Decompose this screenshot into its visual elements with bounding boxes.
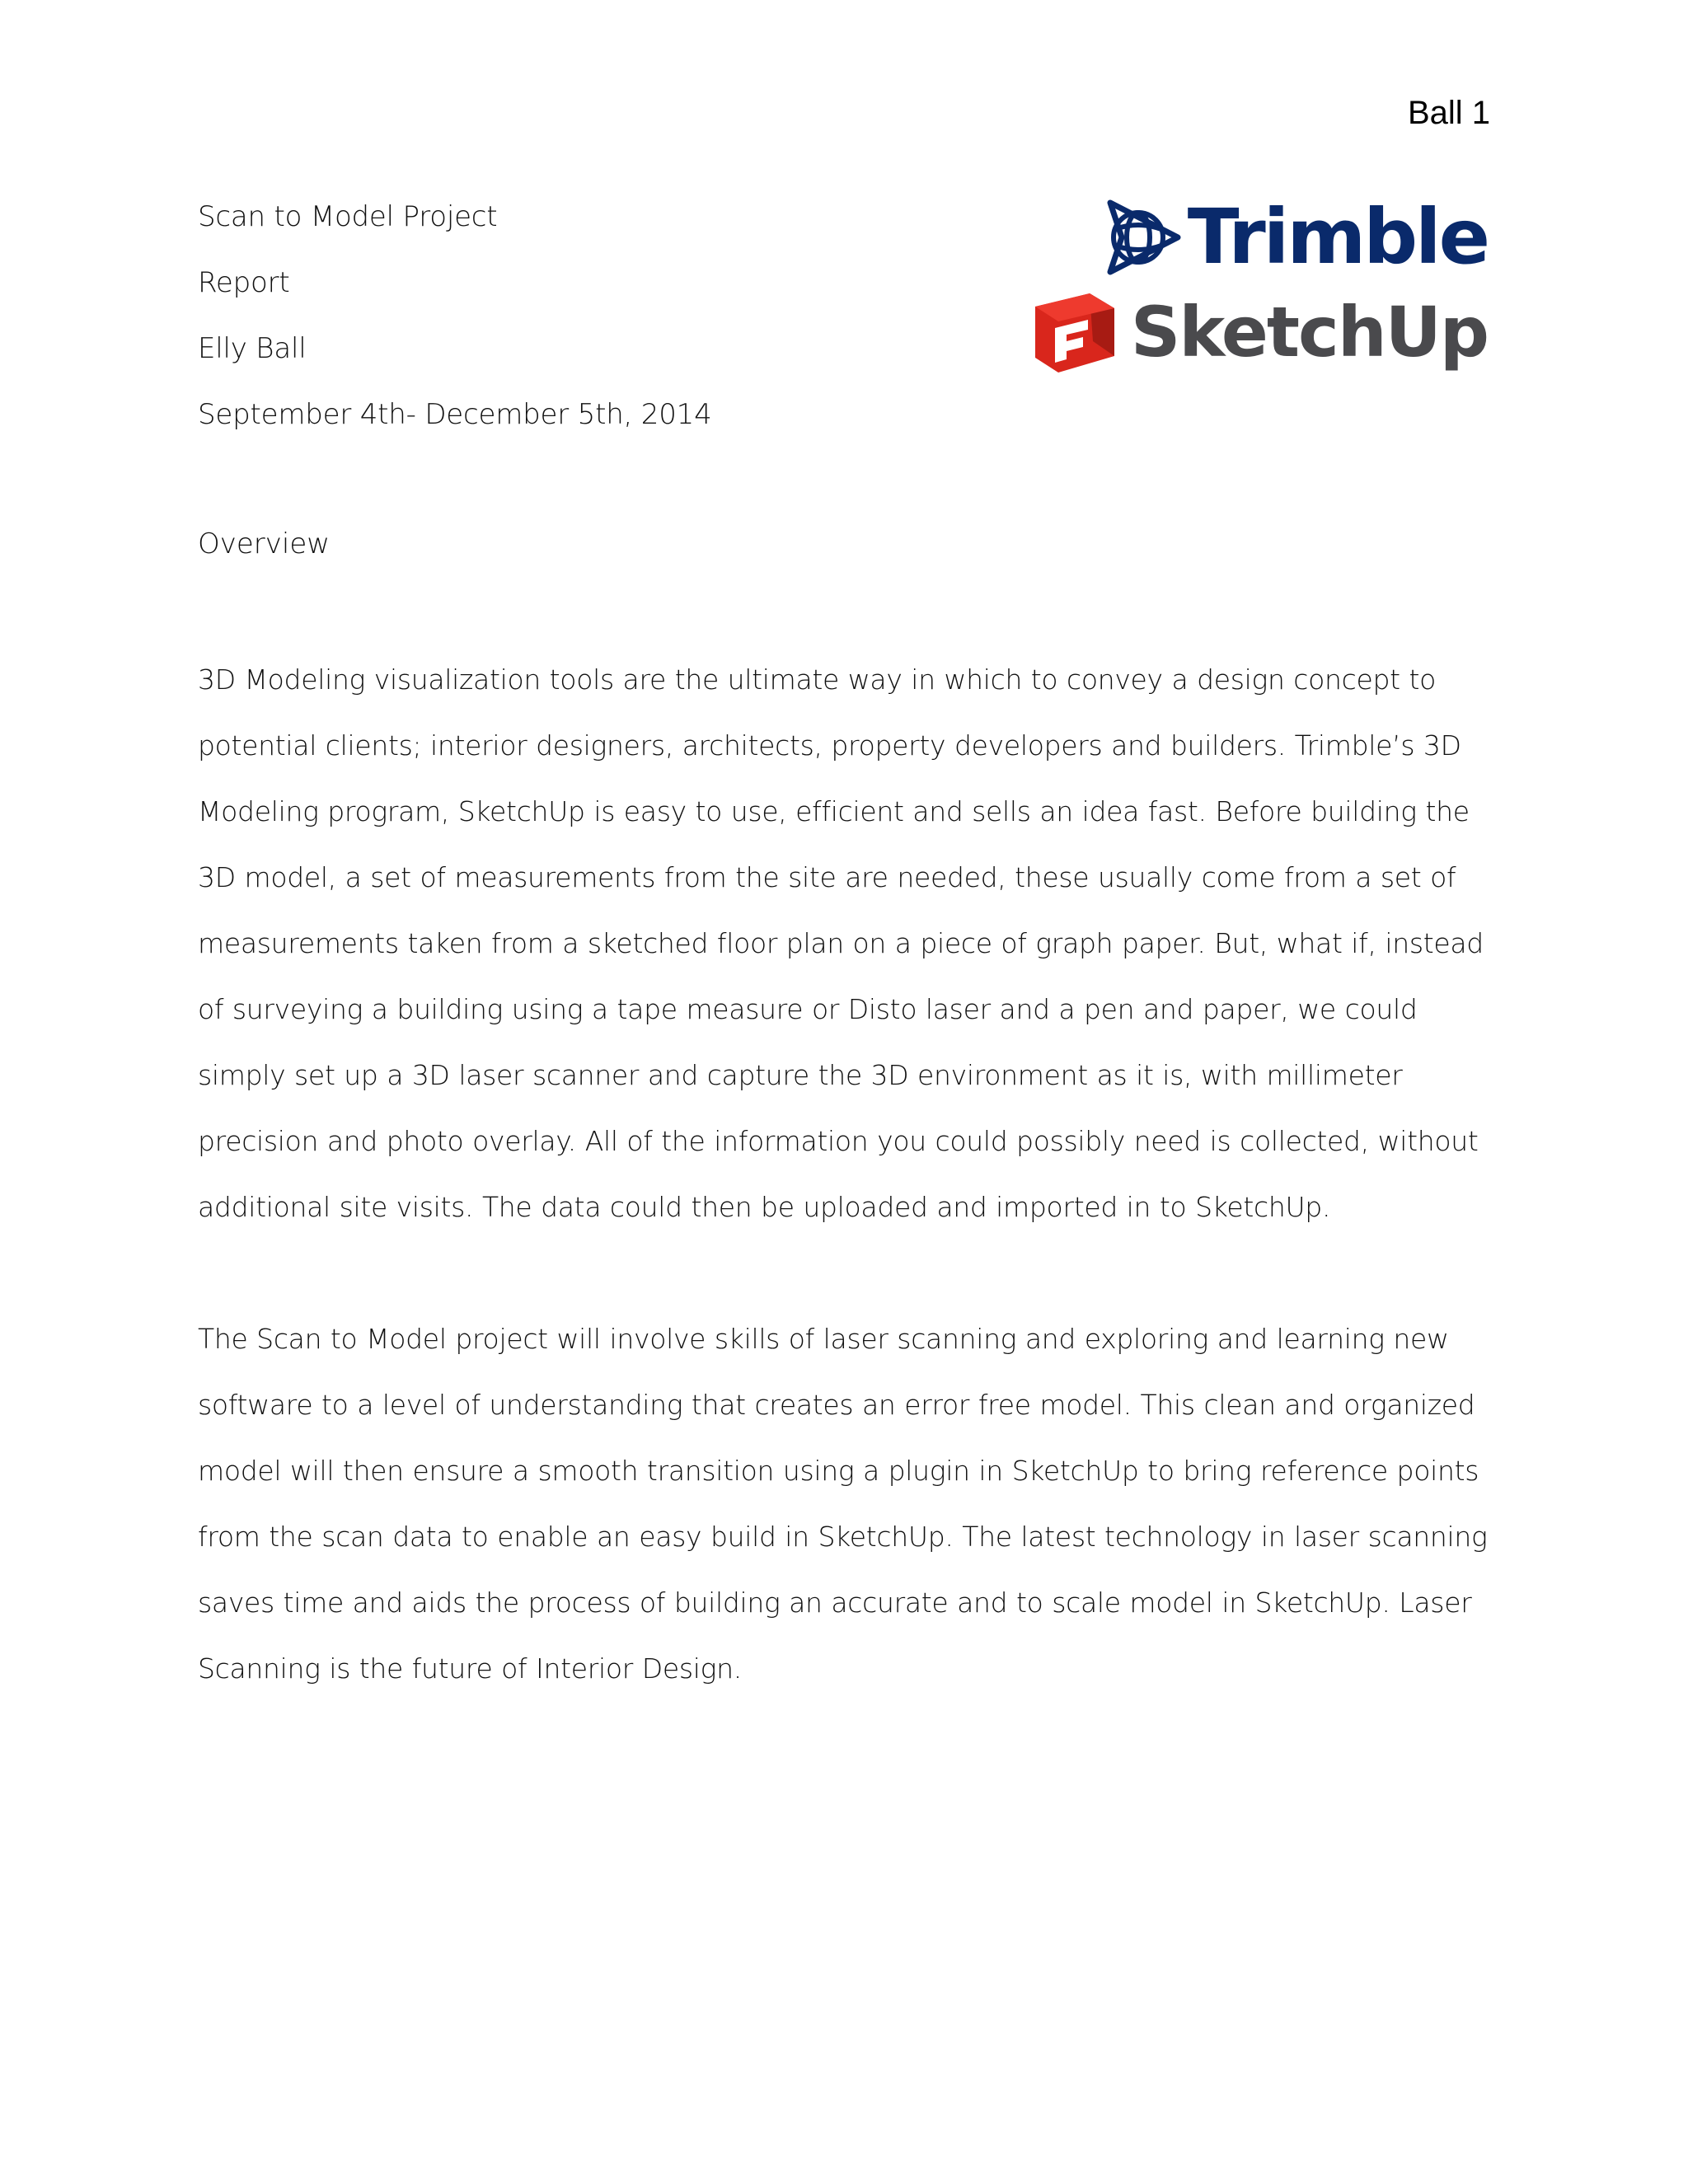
document-header xyxy=(198,198,940,462)
trimble-wordmark: Trimble xyxy=(1187,193,1488,281)
page-number: Ball 1 xyxy=(1407,95,1490,131)
project-title: Scan to Model Project xyxy=(198,200,498,233)
overview-paragraph-1: 3D Modeling visualization tools are the ultimate way in which to convey a design concept to potential clients; interior designers, architects, property developers and builders. Trimble’s 3D Modeling program, SketchUp is easy to use, efficient and sells an idea fast. Before building the 3D model, a set of measurements from the site are needed, these usually come from a set of measurements taken from a sketched floor plan on a piece of graph paper. But, what if, instead of surveying a building using a tape measure or Disto laser and a pen and paper, we could simply set up a 3D laser scanner and capture the 3D environment as it is, with millimeter precision and photo overlay. All of the information you could possibly need is collected, without additional site visits. The data could then be uploaded and imported in to SketchUp. xyxy=(198,663,1484,1223)
trimble-logo xyxy=(1102,193,1488,281)
overview-heading: Overview xyxy=(198,527,331,560)
document-type: Report xyxy=(198,266,290,299)
sketchup-cube-icon xyxy=(1030,287,1121,377)
trimble-globe-icon xyxy=(1102,198,1181,277)
overview-paragraph-2: The Scan to Model project will involve skills of laser scanning and exploring and learning new software to a level of understanding that creates an error free model. This clean and organized model will then ensure a smooth transition using a plugin in SketchUp to bring reference points from the scan data to enable an easy build in SketchUp. The latest technology in laser scanning saves time and aids the process of building an accurate and to scale model in SketchUp. Laser Scanning is the future of Interior Design. xyxy=(198,1323,1488,1685)
author-name: Elly Ball xyxy=(198,332,307,365)
sketchup-logo xyxy=(1030,287,1488,377)
sketchup-wordmark: SketchUp xyxy=(1130,292,1488,373)
logo-block xyxy=(1055,193,1500,387)
date-range: September 4th- December 5th, 2014 xyxy=(198,398,712,431)
